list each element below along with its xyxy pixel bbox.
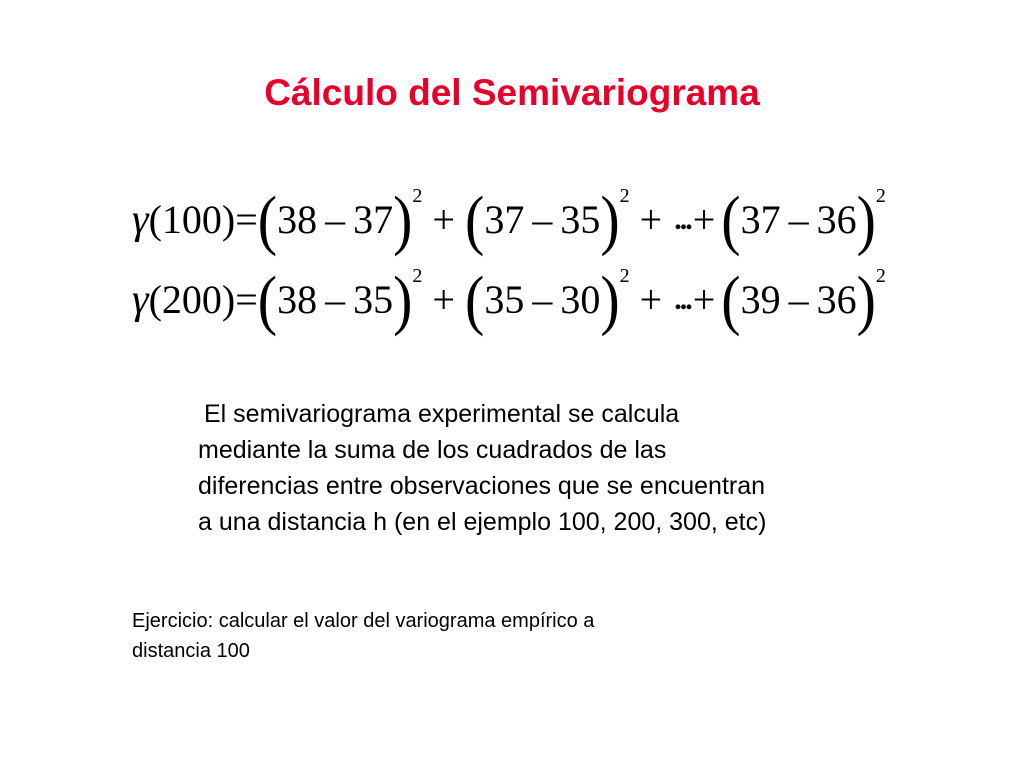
exponent: 2 bbox=[619, 185, 630, 207]
term-a: 35 bbox=[484, 276, 525, 322]
slide-title: Cálculo del Semivariograma bbox=[264, 72, 760, 113]
description-line: diferencias entre observaciones que se encuentran bbox=[198, 472, 766, 500]
exercise-text bbox=[132, 606, 772, 666]
exponent: 2 bbox=[412, 185, 423, 207]
term-b: 35 bbox=[353, 276, 394, 322]
exponent: 2 bbox=[412, 265, 423, 287]
lag-value: (100) bbox=[148, 196, 236, 242]
term-b: 30 bbox=[560, 276, 601, 322]
ellipsis: ... bbox=[674, 282, 691, 316]
equals-sign: = bbox=[235, 276, 258, 322]
description-line: a una distancia h (en el ejemplo 100, 200, 300, etc) bbox=[198, 508, 767, 536]
exercise-line: distancia 100 bbox=[132, 640, 250, 662]
term-a: 38 bbox=[277, 196, 318, 242]
term-a: 39 bbox=[740, 276, 781, 322]
gamma-symbol: γ bbox=[132, 196, 149, 243]
description-line: mediante la suma de los cuadrados de las bbox=[198, 436, 667, 464]
exponent: 2 bbox=[619, 265, 630, 287]
description-paragraph bbox=[198, 396, 928, 540]
exponent: 2 bbox=[875, 265, 886, 287]
term-a: 38 bbox=[277, 276, 318, 322]
equation-gamma-100: γ(100)=(38 – 37)2+ (37 – 35)2+ ...+ (37 – 36)2 bbox=[132, 181, 886, 257]
gamma-symbol: γ bbox=[132, 276, 149, 323]
equation-gamma-200: γ(200)=(38 – 35)2+ (35 – 30)2+ ...+ (39 – 36)2 bbox=[132, 261, 886, 337]
term-a: 37 bbox=[484, 196, 525, 242]
exponent: 2 bbox=[875, 185, 886, 207]
term-b: 35 bbox=[560, 196, 601, 242]
ellipsis: ... bbox=[674, 202, 691, 236]
term-a: 37 bbox=[740, 196, 781, 242]
exercise-line: Ejercicio: calcular el valor del variograma empírico a bbox=[132, 610, 595, 632]
description-line: El semivariograma experimental se calcula bbox=[204, 400, 680, 428]
lag-value: (200) bbox=[148, 276, 236, 322]
equals-sign: = bbox=[235, 196, 258, 242]
term-b: 37 bbox=[353, 196, 394, 242]
term-b: 36 bbox=[816, 276, 857, 322]
term-b: 36 bbox=[816, 196, 857, 242]
